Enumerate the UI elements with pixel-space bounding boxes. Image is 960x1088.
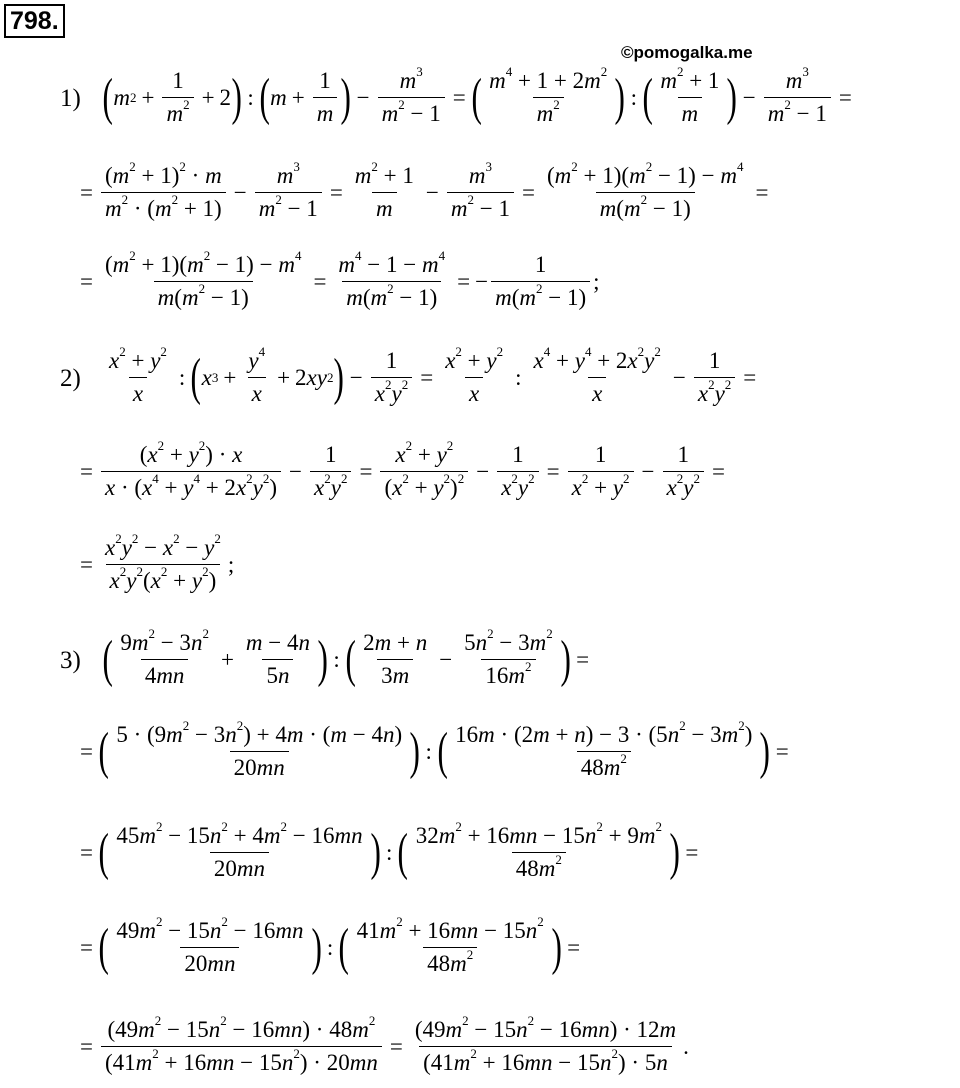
part-3-label: 3): [60, 647, 81, 674]
part-3-line-5: = $\frac{(49m^2 - 15n^2 - 16mn) \cdot 48m^2}{(41m^2 + 16mn - 15n^2) \cdot 20mn}$ = $\frac{(49m^2 - 15n^2 - 16mn) \cdot 12m}{(41m^2 + 16mn - 15n^2) \cdot 5n}$ .: [80, 1013, 689, 1075]
part-1-label: 1): [60, 85, 81, 112]
part-3-line-3: = ( $\frac{45m^2 - 15n^2 + 4m^2 - 16mn}{20mn}$ ) : ( $\frac{32m^2 + 16mn - 15n^2 + 9m^2}{48m^2}$ ) =: [80, 819, 699, 881]
problem-number: 798.: [4, 4, 65, 38]
part-1-line-3: = $\frac{(m^2 + 1)(m^2 - 1) - m^4}{m(m^2 - 1)}$ = $\frac{m^4 - 1 - m^4}{m(m^2 - 1)}$ = − $\frac{1}{m(m^2 - 1)}$ ;: [80, 248, 600, 310]
watermark: ©pomogalka.me: [621, 43, 753, 62]
part-2-line-3: = $\frac{x^2y^2 - x^2 - y^2}{x^2y^2(x^2 + y^2)}$ ;: [80, 531, 235, 593]
part-3-line-1: ( $\frac{9m^2 - 3n^2}{4mn}$ + $\frac{m - 4n}{5n}$ ) : ( $\frac{2m + n}{3m}$ − $\frac{5n^2 - 3m^2}{16m^2}$ ) =: [102, 626, 590, 688]
part-2-line-1: $\frac{x^2 + y^2}{x}$ : ( x 3 + $\frac{y^4}{x}$ + 2 xy 2 ) − $\frac{1}{x^2y^2}$ = $\frac{x^2 + y^2}{x}$ : $\frac{x^4 + y^4 + 2x^2y^2}{x}$ − $\frac{1}{x^2y^2}$ =: [109, 344, 757, 406]
part-3-line-2: = ( $\frac{5 \cdot (9m^2 - 3n^2) + 4m \cdot (m - 4n)}{20mn}$ ) : ( $\frac{16m \cdot (2m + n) - 3 \cdot (5n^2 - 3m^2)}{48m^2}$ ) =: [80, 718, 789, 780]
part-2-label: 2): [60, 365, 81, 392]
part-2-line-2: = $\frac{(x^2 + y^2) \cdot x}{x \cdot (x^4 + y^4 + 2x^2y^2)}$ − $\frac{1}{x^2y^2}$ = $\frac{x^2 + y^2}{(x^2 + y^2)^2}$ − $\frac{1}{x^2y^2}$ = $\frac{1}{x^2 + y^2}$ − $\frac{1}{x^2y^2}$ =: [80, 438, 725, 500]
part-1-line-1: ( m 2 + $\frac{1}{m^2}$ + 2 ) : ( m + $\frac{1}{m}$ ) − $\frac{m^3}{m^2 - 1}$ = ( $\frac{m^4 + 1 + 2m^2}{m^2}$ ) : ( $\frac{m^2 + 1}{m}$ ) − $\frac{m^3}{m^2 - 1}$ =: [102, 64, 852, 126]
part-3-line-4: = ( $\frac{49m^2 - 15n^2 - 16mn}{20mn}$ ) : ( $\frac{41m^2 + 16mn - 15n^2}{48m^2}$ ) =: [80, 914, 581, 976]
part-1-line-2: = $\frac{(m^2 + 1)^2 \cdot m}{m^2 \cdot (m^2 + 1)}$ − $\frac{m^3}{m^2 - 1}$ = $\frac{m^2 + 1}{m}$ − $\frac{m^3}{m^2 - 1}$ = $\frac{(m^2 + 1)(m^2 - 1) - m^4}{m(m^2 - 1)}$ =: [80, 159, 769, 221]
